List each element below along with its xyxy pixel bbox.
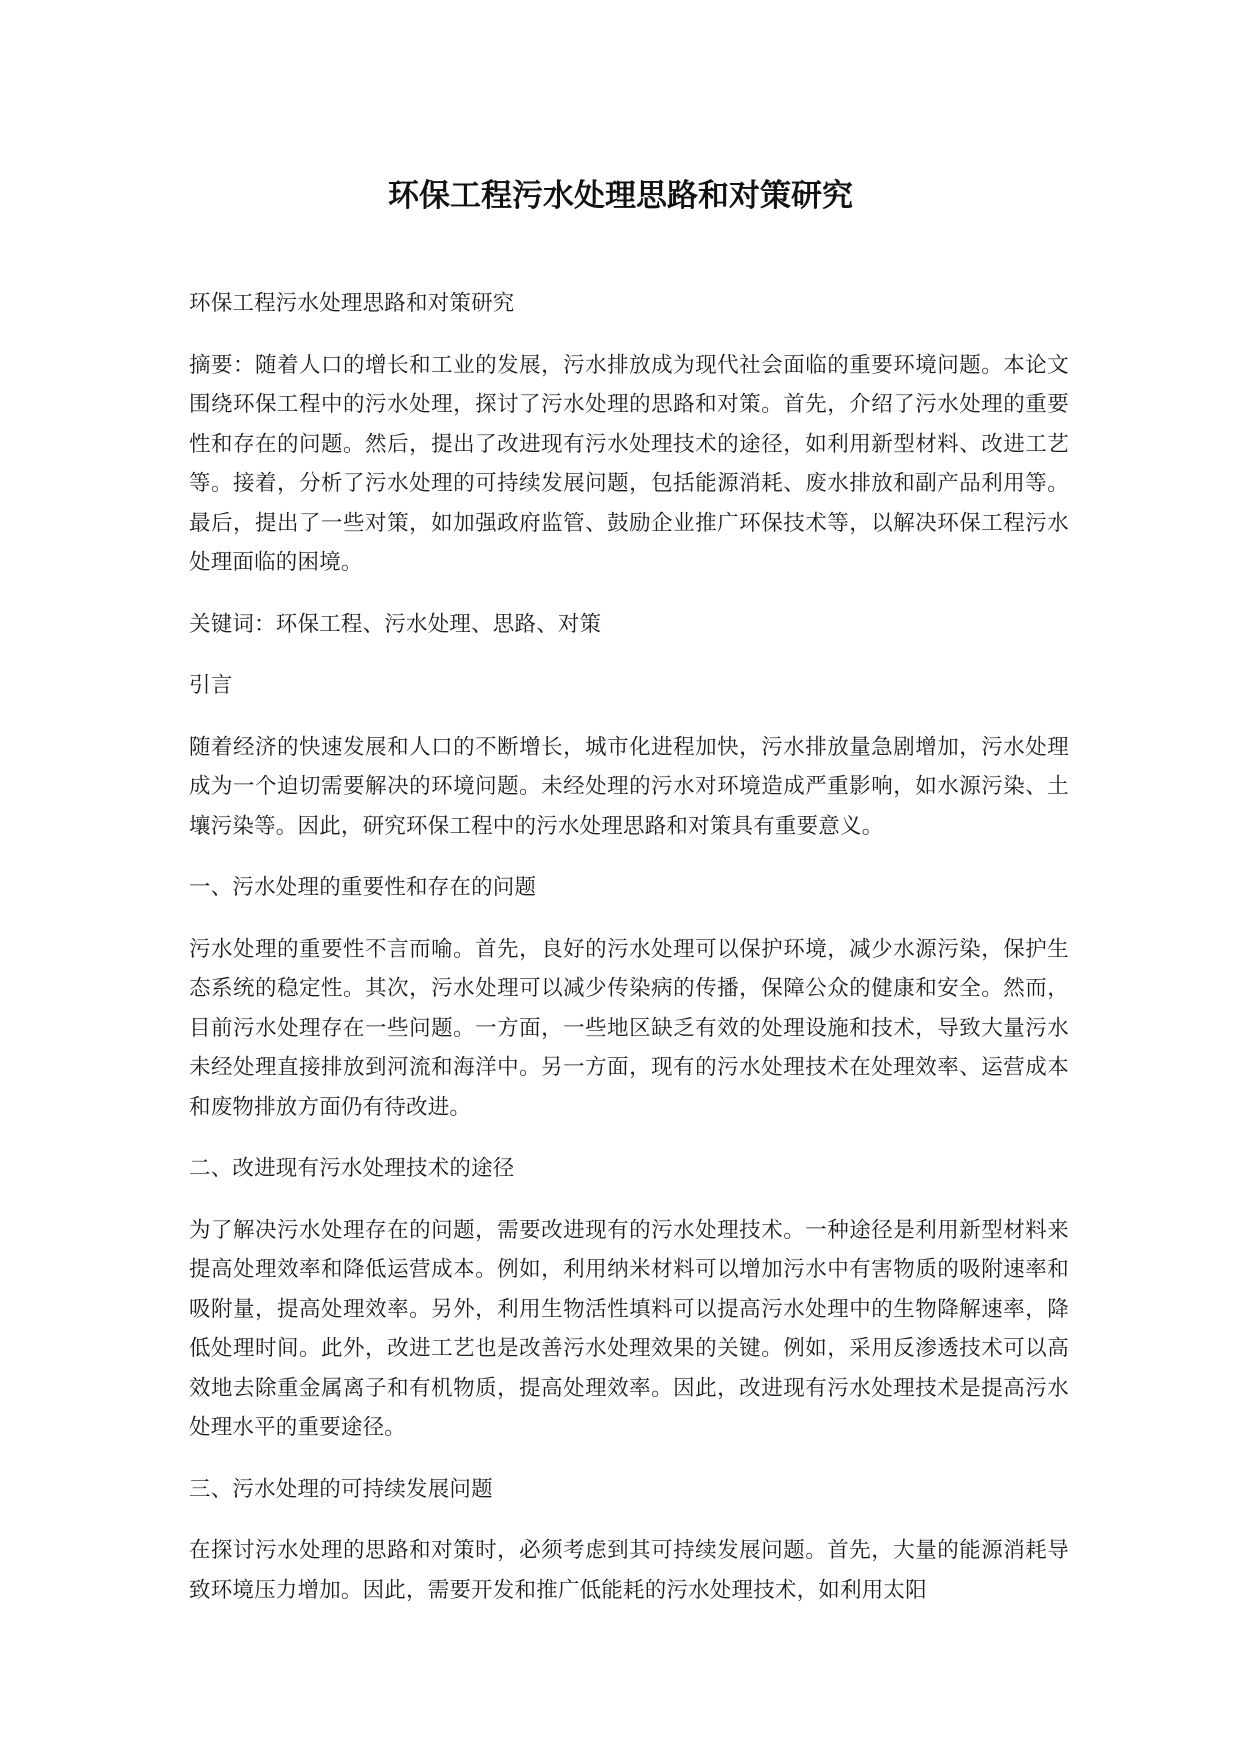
section-1-paragraph: 污水处理的重要性不言而喻。首先，良好的污水处理可以保护环境，减少水源污染，保护生态系统的稳定性。其次，污水处理可以减少传染病的传播，保障公众的健康和安全。然而，目前污水处理存在一些问题。一方面，一些地区缺乏有效的处理设施和技术，导致大量污水未经处理直接排放到河流和海洋中。另一方面，现有的污水处理技术在处理效率、运营成本和废物排放方面仍有待改进。 [189,936,1069,1120]
introduction-paragraph: 随着经济的快速发展和人口的不断增长，城市化进程加快，污水排放量急剧增加，污水处理成为一个迫切需要解决的环境问题。未经处理的污水对环境造成严重影响，如水源污染、土壤污染等。因此，研究环保工程中的污水处理思路和对策具有重要意义。 [189,734,1069,839]
keywords-line: 关键词：环保工程、污水处理、思路、对策 [189,611,602,637]
section-3-paragraph: 在探讨污水处理的思路和对策时，必须考虑到其可持续发展问题。首先，大量的能源消耗导致环境压力增加。因此，需要开发和推广低能耗的污水处理技术，如利用太阳 [189,1538,1069,1603]
section-2-paragraph: 为了解决污水处理存在的问题，需要改进现有的污水处理技术。一种途径是利用新型材料来提高处理效率和降低运营成本。例如，利用纳米材料可以增加污水中有害物质的吸附速率和吸附量，提高处理效率。另外，利用生物活性填料可以提高污水处理中的生物降解速率，降低处理时间。此外，改进工艺也是改善污水处理效果的关键。例如，采用反渗透技术可以高效地去除重金属离子和有机物质，提高处理效率。因此，改进现有污水处理技术是提高污水处理水平的重要途径。 [189,1217,1069,1440]
document-body [189,284,1069,1632]
document-title: 环保工程污水处理思路和对策研究 [388,178,853,214]
section-heading-3: 三、污水处理的可持续发展问题 [189,1476,493,1502]
abstract-paragraph: 摘要：随着人口的增长和工业的发展，污水排放成为现代社会面临的重要环境问题。本论文围绕环保工程中的污水处理，探讨了污水处理的思路和对策。首先，介绍了污水处理的重要性和存在的问题。然后，提出了改进现有污水处理技术的途径，如利用新型材料、改进工艺等。接着，分析了污水处理的可持续发展问题，包括能源消耗、废水排放和副产品利用等。最后，提出了一些对策，如加强政府监管、鼓励企业推广环保技术等，以解决环保工程污水处理面临的困境。 [189,352,1069,575]
section-heading-introduction: 引言 [189,673,233,698]
section-heading-2: 二、改进现有污水处理技术的途径 [189,1156,515,1181]
subtitle-line: 环保工程污水处理思路和对策研究 [189,291,515,316]
section-heading-1: 一、污水处理的重要性和存在的问题 [189,875,537,900]
